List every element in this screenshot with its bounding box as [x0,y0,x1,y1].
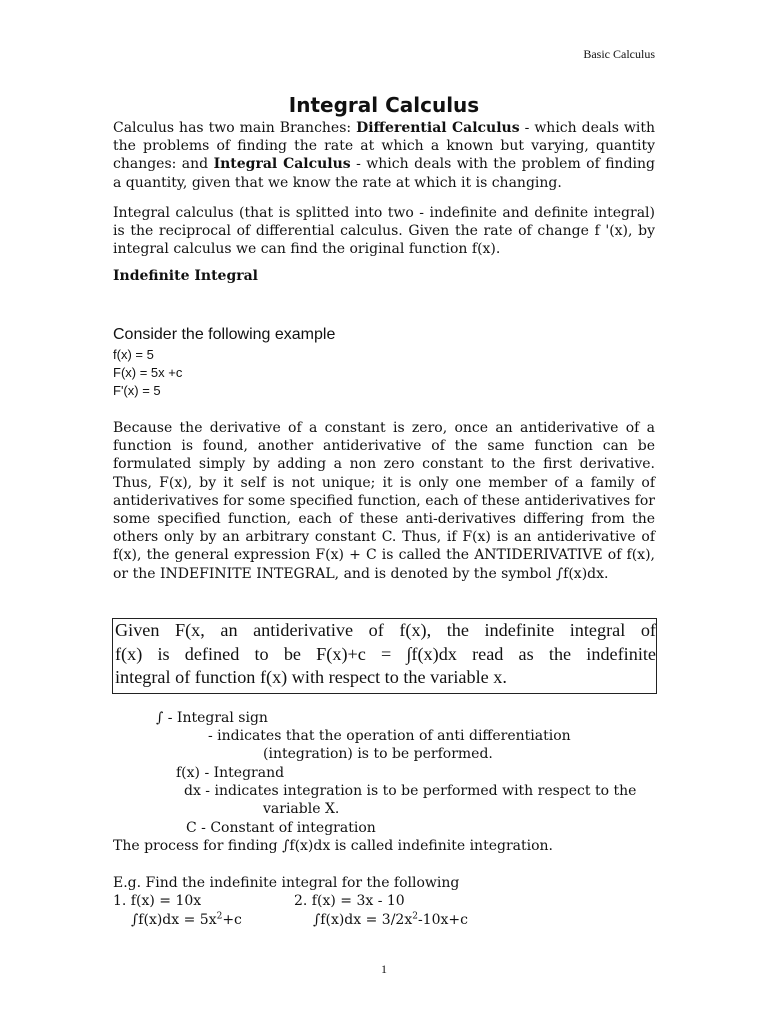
example-2-integral-base: ∫f(x)dx = 3/2x [313,912,413,928]
intro-bold-differential: Differential Calculus [356,120,520,136]
constant-label: C - Constant of integration [186,820,376,836]
integral-sign-label: ∫ - Integral sign [156,710,268,726]
intro-bold-integral: Integral Calculus [213,156,351,173]
example-2-integral-tail: -10x+c [417,912,468,928]
example-1-integral-base: ∫f(x)dx = 5x [131,912,217,928]
examples-heading: E.g. Find the indefinite integral for the following [113,875,460,891]
intro-paragraph [113,119,655,192]
definition-line-1: Given F(x, an antiderivative of f(x), the indefinite integral of [115,620,656,640]
definition-box [112,618,657,694]
intro-text-1: Calculus has two main Branches: [113,120,357,136]
example-intro: Consider the following example [113,326,336,343]
integrand-label: f(x) - Integrand [176,765,285,781]
integral-sign-desc-2: (integration) is to be performed. [263,746,493,762]
dx-desc-1: dx - indicates integration is to be performed with respect to the [184,783,637,799]
intro-text-3: - which deals with the problem of finding a quantity, given that we know the rate at which it is changing. [113,156,655,191]
example-2-integral [313,912,468,928]
intro-text-2: - which deals with the problems of finding the rate at which a known but varying, quantity changes: and [113,120,655,173]
section-heading: Indefinite Integral [113,268,259,284]
example-1-exponent: 2 [216,911,223,922]
example-1-integral [131,912,242,928]
example-line-3: F'(x) = 5 [113,383,161,398]
dx-desc-2: variable X. [263,801,340,817]
running-header: Basic Calculus [583,47,655,61]
page-title: Integral Calculus [288,93,480,117]
example-line-1: f(x) = 5 [113,347,154,362]
example-1-integral-tail: +c [222,912,242,928]
antiderivative-paragraph: Because the derivative of a constant is zero, once an antiderivative of a function is found, another antiderivative of the same function can be formulated simply by adding a non zero constant to the first derivative. Thus, F(x), by it self is not unique; it is only one member of a family of antiderivatives for some specified function, each of these antiderivatives for some specified function, each of these anti-derivatives differing from the others only by an arbitrary constant C. Thus, if F(x) is an antiderivative of f(x), the general expression F(x) + C is called the ANTIDERIVATIVE of f(x), or the INDEFINITE INTEGRAL, and is denoted by the symbol ∫f(x)dx. [113,420,655,582]
example-2-function: 2. f(x) = 3x - 10 [294,893,405,909]
definition-line-2: f(x) is defined to be F(x)+c = ∫f(x)dx read as the indefinite [115,643,656,664]
definition-line-3: integral of function f(x) with respect to the variable x. [115,667,507,687]
process-sentence: The process for finding ∫f(x)dx is called indefinite integration. [113,838,553,854]
example-line-2: F(x) = 5x +c [113,365,183,380]
example-2-exponent: 2 [412,911,418,922]
integral-sign-desc-1: - indicates that the operation of anti differentiation [208,728,571,744]
example-1-function: 1. f(x) = 10x [113,893,202,909]
page-number: 1 [381,962,387,976]
reciprocal-paragraph: Integral calculus (that is splitted into two - indefinite and definite integral) is the reciprocal of differential calculus. Given the rate of change f '(x), by integral calculus we can find the original function f(x). [113,205,655,258]
